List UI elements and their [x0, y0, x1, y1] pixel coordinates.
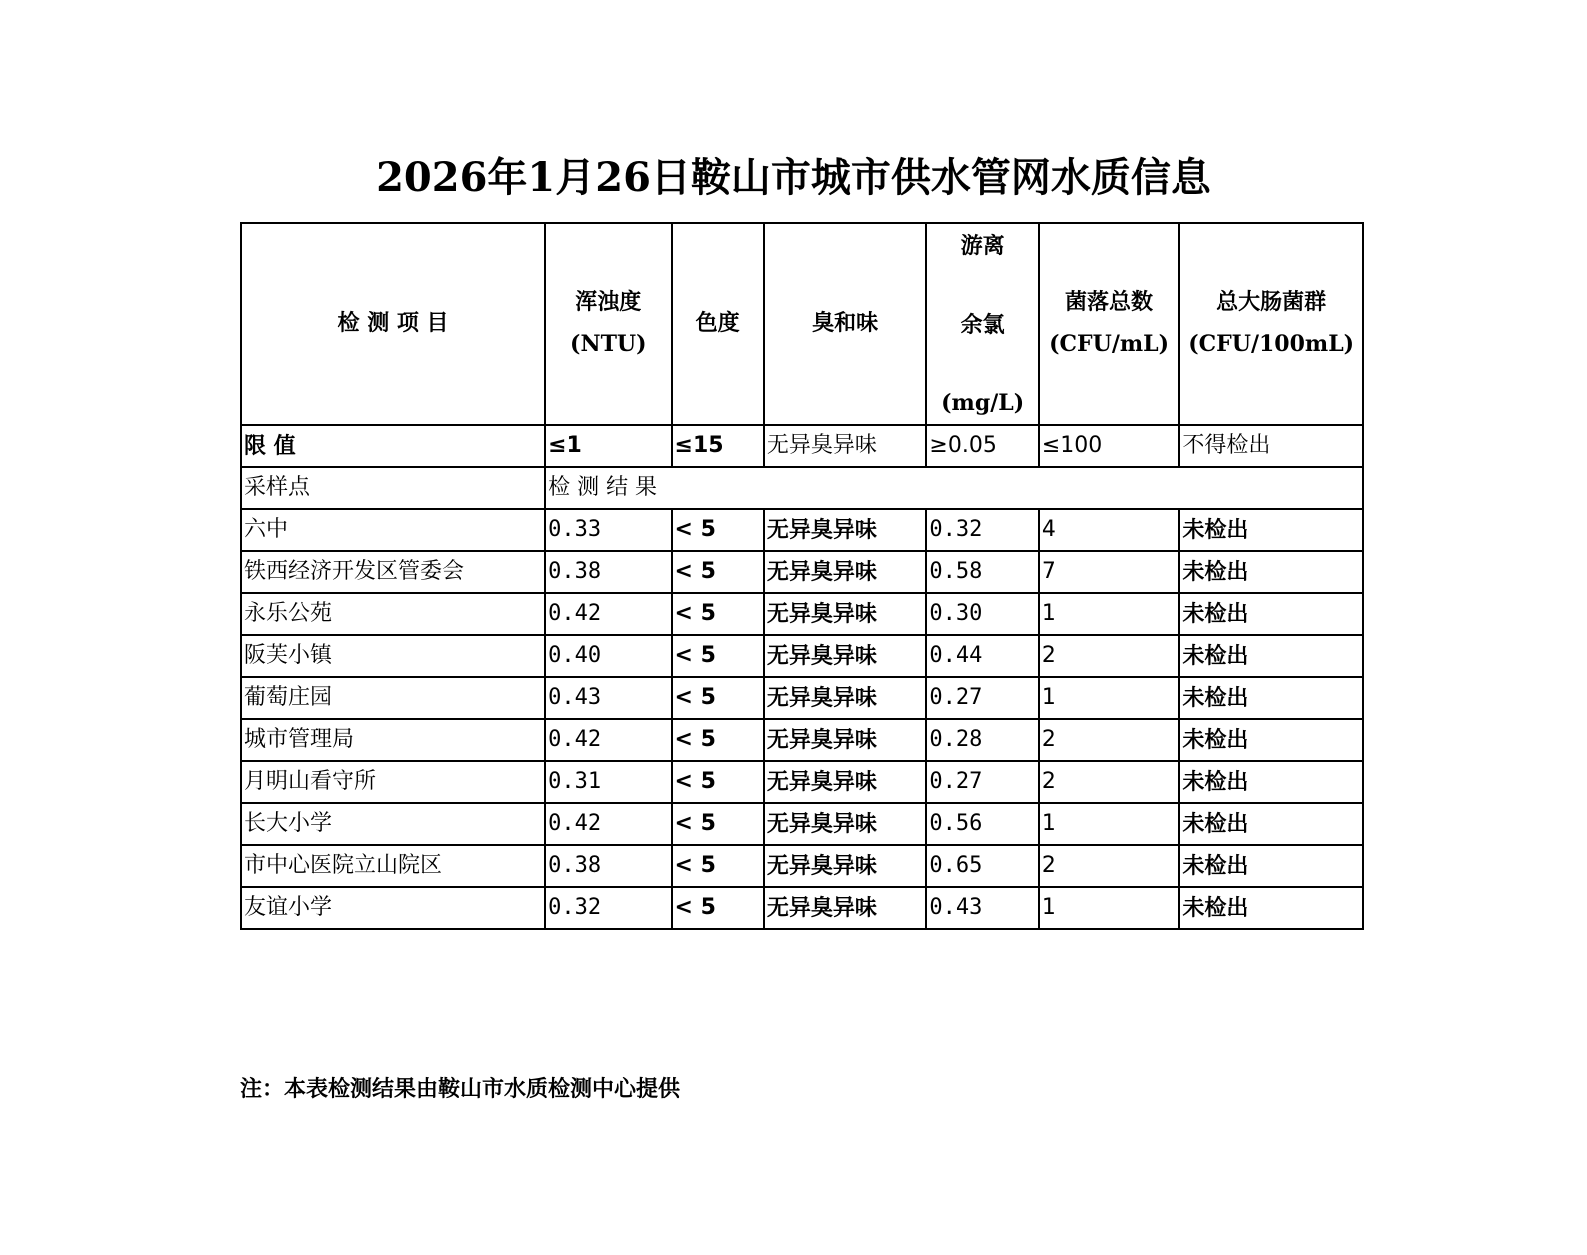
cell-turbidity: 0.32	[545, 887, 671, 929]
cell-site: 市中心医院立山院区	[241, 845, 545, 887]
header-turbidity: 浑浊度 (NTU)	[545, 223, 671, 425]
table-row	[241, 719, 1363, 761]
cell-color: < 5	[672, 677, 764, 719]
cell-chlorine: 0.58	[926, 551, 1038, 593]
cell-site: 阪芙小镇	[241, 635, 545, 677]
cell-coliform: 未检出	[1179, 677, 1363, 719]
cell-odor: 无异臭异味	[764, 761, 927, 803]
cell-chlorine: 0.65	[926, 845, 1038, 887]
cell-coliform: 未检出	[1179, 887, 1363, 929]
cell-coliform: 未检出	[1179, 845, 1363, 887]
cell-odor: 无异臭异味	[764, 551, 927, 593]
cell-turbidity: 0.33	[545, 509, 671, 551]
cell-colony: 2	[1039, 635, 1180, 677]
cell-color: < 5	[672, 509, 764, 551]
cell-color: < 5	[672, 845, 764, 887]
cell-turbidity: 0.42	[545, 593, 671, 635]
cell-site: 长大小学	[241, 803, 545, 845]
cell-odor: 无异臭异味	[764, 719, 927, 761]
cell-odor: 无异臭异味	[764, 845, 927, 887]
header-item: 检 测 项 目	[241, 223, 545, 425]
limits-row	[241, 425, 1363, 467]
cell-coliform: 未检出	[1179, 593, 1363, 635]
cell-colony: 1	[1039, 887, 1180, 929]
cell-turbidity: 0.38	[545, 845, 671, 887]
cell-odor: 无异臭异味	[764, 593, 927, 635]
header-colony: 菌落总数 (CFU/mL)	[1039, 223, 1180, 425]
water-quality-table	[240, 222, 1364, 930]
cell-colony: 7	[1039, 551, 1180, 593]
table-row	[241, 551, 1363, 593]
cell-site: 六中	[241, 509, 545, 551]
table-row	[241, 761, 1363, 803]
limit-turbidity: ≤1	[545, 425, 671, 467]
cell-colony: 4	[1039, 509, 1180, 551]
table-row	[241, 509, 1363, 551]
subheader-results: 检 测 结 果	[545, 467, 1363, 509]
cell-odor: 无异臭异味	[764, 509, 927, 551]
cell-colony: 2	[1039, 719, 1180, 761]
cell-chlorine: 0.27	[926, 761, 1038, 803]
cell-color: < 5	[672, 887, 764, 929]
cell-color: < 5	[672, 635, 764, 677]
cell-colony: 1	[1039, 593, 1180, 635]
cell-chlorine: 0.56	[926, 803, 1038, 845]
cell-colony: 1	[1039, 677, 1180, 719]
cell-chlorine: 0.27	[926, 677, 1038, 719]
cell-color: < 5	[672, 551, 764, 593]
cell-turbidity: 0.38	[545, 551, 671, 593]
cell-colony: 2	[1039, 761, 1180, 803]
cell-coliform: 未检出	[1179, 761, 1363, 803]
table-row	[241, 593, 1363, 635]
cell-chlorine: 0.32	[926, 509, 1038, 551]
cell-odor: 无异臭异味	[764, 887, 927, 929]
header-chlorine: 游离 余氯 (mg/L)	[926, 223, 1038, 425]
header-coliform: 总大肠菌群 (CFU/100mL)	[1179, 223, 1363, 425]
cell-chlorine: 0.44	[926, 635, 1038, 677]
table-row	[241, 803, 1363, 845]
cell-site: 葡萄庄园	[241, 677, 545, 719]
subheader-site: 采样点	[241, 467, 545, 509]
limit-chlorine: ≥0.05	[926, 425, 1038, 467]
cell-coliform: 未检出	[1179, 719, 1363, 761]
header-color: 色度	[672, 223, 764, 425]
cell-turbidity: 0.31	[545, 761, 671, 803]
page-title: 2026年1月26日鞍山市城市供水管网水质信息	[376, 154, 1211, 201]
table-row	[241, 635, 1363, 677]
limits-label: 限 值	[241, 425, 545, 467]
cell-colony: 1	[1039, 803, 1180, 845]
cell-colony: 2	[1039, 845, 1180, 887]
limit-colony: ≤100	[1039, 425, 1180, 467]
cell-color: < 5	[672, 719, 764, 761]
cell-chlorine: 0.30	[926, 593, 1038, 635]
cell-odor: 无异臭异味	[764, 677, 927, 719]
subheader-row	[241, 467, 1363, 509]
cell-site: 铁西经济开发区管委会	[241, 551, 545, 593]
cell-turbidity: 0.42	[545, 803, 671, 845]
cell-site: 月明山看守所	[241, 761, 545, 803]
cell-turbidity: 0.40	[545, 635, 671, 677]
header-odor: 臭和味	[764, 223, 927, 425]
cell-odor: 无异臭异味	[764, 635, 927, 677]
cell-turbidity: 0.43	[545, 677, 671, 719]
cell-chlorine: 0.28	[926, 719, 1038, 761]
data-rows	[241, 509, 1363, 929]
cell-coliform: 未检出	[1179, 551, 1363, 593]
table-header-row	[241, 223, 1363, 425]
footnote: 注：本表检测结果由鞍山市水质检测中心提供	[240, 1076, 681, 1102]
cell-coliform: 未检出	[1179, 635, 1363, 677]
cell-odor: 无异臭异味	[764, 803, 927, 845]
cell-site: 城市管理局	[241, 719, 545, 761]
cell-color: < 5	[672, 593, 764, 635]
cell-chlorine: 0.43	[926, 887, 1038, 929]
cell-coliform: 未检出	[1179, 509, 1363, 551]
cell-color: < 5	[672, 803, 764, 845]
table-row	[241, 887, 1363, 929]
cell-turbidity: 0.42	[545, 719, 671, 761]
cell-site: 友谊小学	[241, 887, 545, 929]
cell-color: < 5	[672, 761, 764, 803]
cell-coliform: 未检出	[1179, 803, 1363, 845]
limit-odor: 无异臭异味	[764, 425, 927, 467]
limit-coliform: 不得检出	[1179, 425, 1363, 467]
table-row	[241, 845, 1363, 887]
limit-color: ≤15	[672, 425, 764, 467]
table-row	[241, 677, 1363, 719]
cell-site: 永乐公苑	[241, 593, 545, 635]
